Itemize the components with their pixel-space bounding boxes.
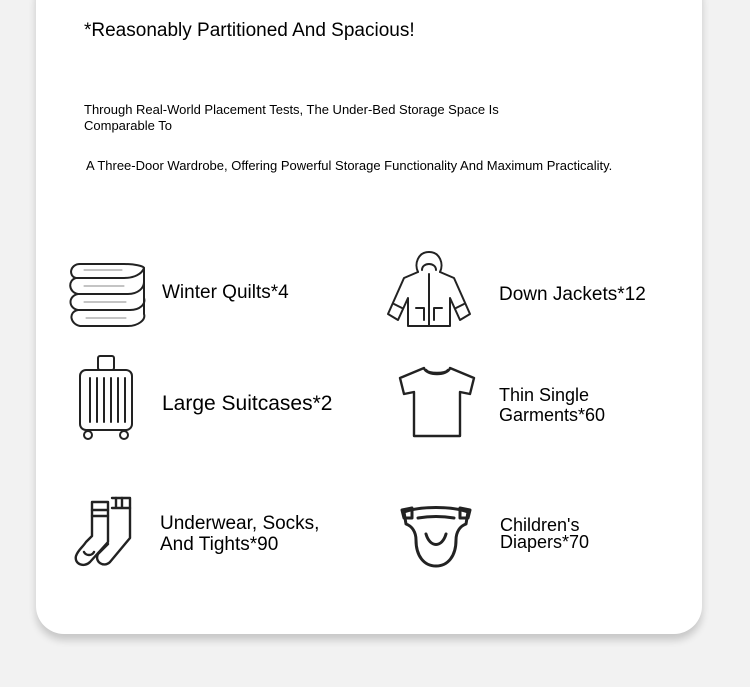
content-card — [36, 0, 702, 634]
quilt-icon — [64, 260, 148, 330]
item-label-underwear-socks: Underwear, Socks, And Tights*90 — [160, 513, 320, 555]
suitcase-icon — [78, 354, 134, 440]
description-line-1: Through Real-World Placement Tests, The Under-Bed Storage Space Is Comparable To — [84, 102, 499, 133]
item-label-thin-garments: Thin Single Garments*60 — [499, 385, 606, 425]
description-line-2: A Three-Door Wardrobe, Offering Powerful Storage Functionality And Maximum Practicality. — [86, 158, 613, 173]
item-label-winter-quilts: Winter Quilts*4 — [162, 282, 289, 303]
jacket-icon — [384, 250, 474, 328]
item-label-down-jackets: Down Jackets*12 — [499, 284, 646, 305]
section-heading: *Reasonably Partitioned And Spacious! — [84, 20, 415, 41]
socks-icon — [72, 496, 134, 570]
tshirt-icon — [396, 366, 478, 438]
diaper-icon — [400, 504, 472, 570]
item-label-childrens-diapers: Children's Diapers*70 — [500, 515, 590, 552]
item-label-large-suitcases: Large Suitcases*2 — [162, 392, 333, 415]
